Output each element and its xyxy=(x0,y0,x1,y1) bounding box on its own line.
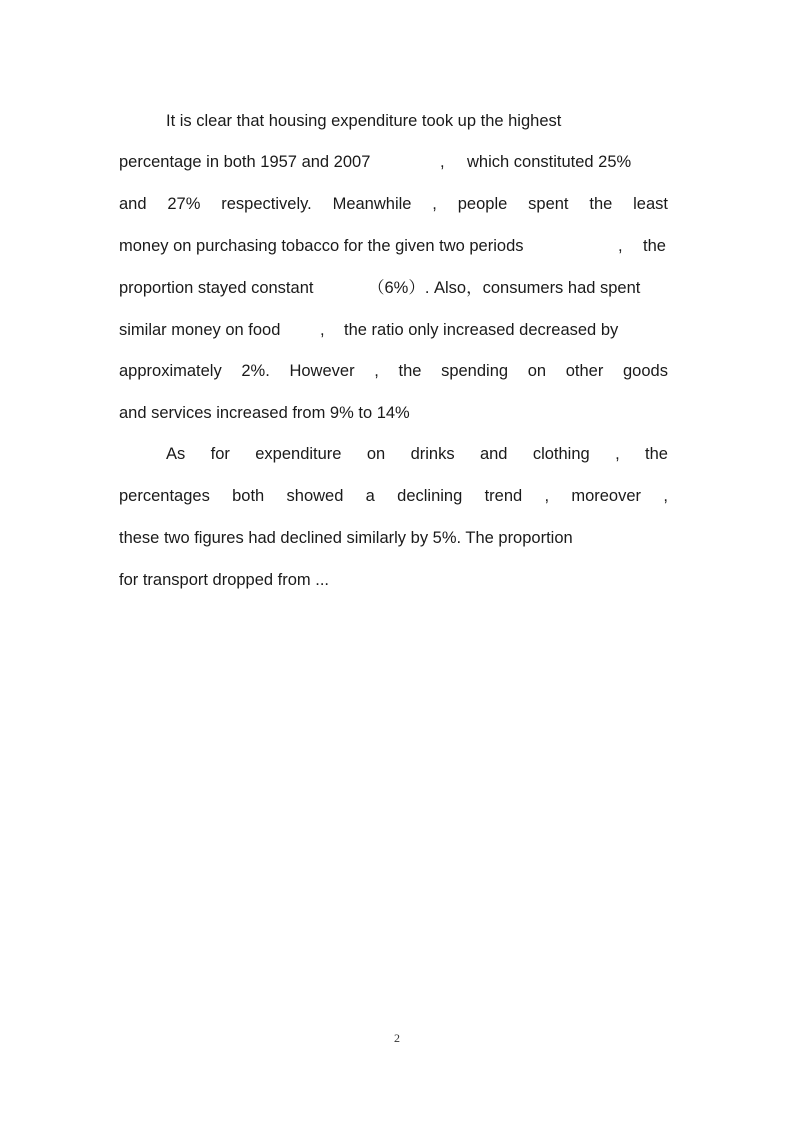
text-segment: moreover xyxy=(571,487,642,505)
text-segment: , xyxy=(320,321,325,339)
text-segment: least xyxy=(633,195,668,213)
text-segment: , xyxy=(618,237,623,255)
text-segment: these two figures had declined similarly by 5%. The proportion xyxy=(119,529,573,547)
text-segment: the xyxy=(645,445,668,463)
text-segment: However xyxy=(289,362,355,380)
text-segment: （6%）. Also，consumers had spent xyxy=(368,279,641,297)
text-segment: which constituted 25% xyxy=(467,153,632,171)
text-segment: percentages xyxy=(119,487,210,505)
text-segment: the xyxy=(398,362,422,380)
text-segment: Meanwhile xyxy=(332,195,412,213)
text-segment: respectively. xyxy=(221,195,312,213)
text-segment: a xyxy=(365,487,375,505)
text-segment: the xyxy=(589,195,613,213)
paragraph-2-line-2 xyxy=(119,486,668,506)
text-segment: the ratio only increased decreased by xyxy=(344,321,619,339)
text-segment: both xyxy=(232,487,265,505)
text-segment: spending xyxy=(441,362,509,380)
text-segment: , xyxy=(663,487,668,505)
text-segment: and services increased from 9% to 14% xyxy=(119,404,410,422)
text-segment: drinks xyxy=(410,445,455,463)
text-segment: showed xyxy=(286,487,344,505)
text-segment: on xyxy=(527,362,547,380)
text-segment: people xyxy=(457,195,508,213)
text-segment: , xyxy=(440,153,445,171)
text-segment: clothing xyxy=(532,445,590,463)
text-segment: , xyxy=(615,445,620,463)
text-segment: and xyxy=(479,445,508,463)
text-segment: expenditure xyxy=(255,445,342,463)
text-segment: for xyxy=(210,445,230,463)
text-segment: As xyxy=(166,445,186,463)
text-segment: , xyxy=(544,487,550,505)
text-segment: 2%. xyxy=(241,362,270,380)
text-segment: It is clear that housing expenditure took up the highest xyxy=(166,112,562,130)
text-segment: , xyxy=(432,195,437,213)
text-segment: money on purchasing tobacco for the given two periods xyxy=(119,237,524,255)
text-segment: spent xyxy=(528,195,569,213)
text-segment: similar money on food xyxy=(119,321,281,339)
text-segment: the xyxy=(643,237,666,255)
paragraph-1-line-3 xyxy=(119,194,668,214)
text-segment: other xyxy=(565,362,604,380)
paragraph-2-line-1 xyxy=(166,444,668,464)
paragraph-2-line-4 xyxy=(119,570,668,590)
text-segment: and xyxy=(119,195,147,213)
text-segment: on xyxy=(366,445,386,463)
text-segment: , xyxy=(374,362,379,380)
text-segment: approximately xyxy=(119,362,222,380)
paragraph-2-line-3 xyxy=(119,528,668,548)
paragraph-1-line-1 xyxy=(166,111,668,131)
text-segment: for transport dropped from ... xyxy=(119,571,330,589)
text-segment: proportion stayed constant xyxy=(119,279,314,297)
text-segment: declining xyxy=(397,487,463,505)
paragraph-1-line-8 xyxy=(119,403,668,423)
text-segment: 27% xyxy=(167,195,201,213)
text-segment: percentage in both 1957 and 2007 xyxy=(119,153,371,171)
text-segment: trend xyxy=(484,487,523,505)
text-segment: goods xyxy=(623,362,668,380)
page-number: 2 xyxy=(394,1031,400,1045)
paragraph-1-line-7 xyxy=(119,361,668,381)
